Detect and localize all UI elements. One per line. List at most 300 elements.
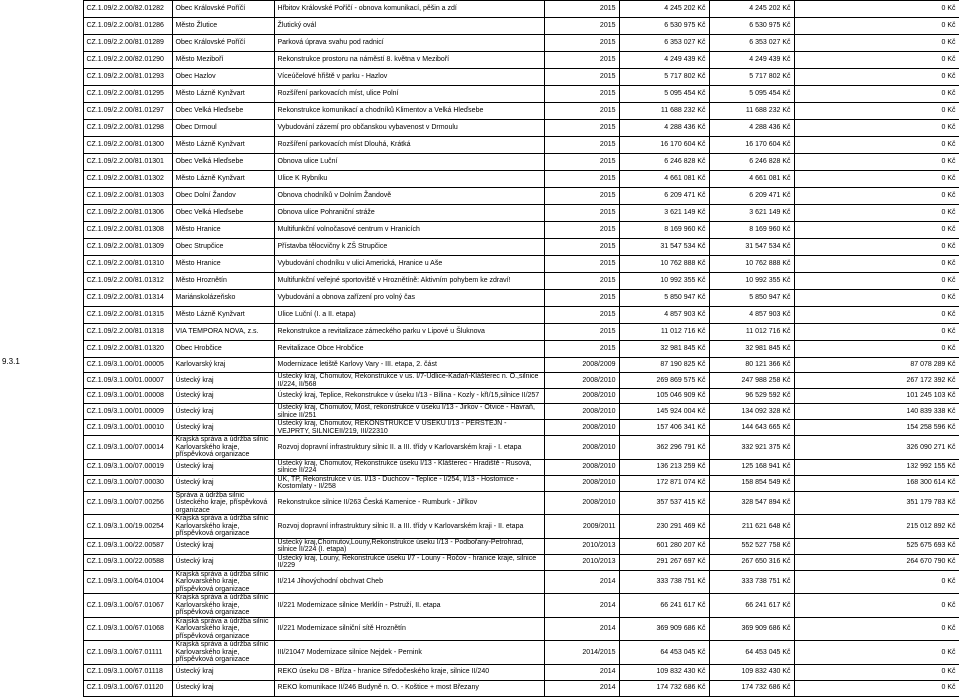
- registration-number: CZ.1.09/2.2.00/81.01320: [83, 341, 172, 358]
- table-row: [0, 554, 959, 570]
- table-row: [0, 641, 959, 665]
- eligible-cost: 32 981 845 Kč: [709, 341, 794, 358]
- eligible-cost: 6 530 975 Kč: [709, 18, 794, 35]
- registration-number: CZ.1.09/2.2.00/81.01289: [83, 35, 172, 52]
- paid-amount: 351 179 783 Kč: [794, 491, 959, 515]
- applicant: Ústecký kraj: [172, 475, 274, 491]
- eligible-cost: 80 121 366 Kč: [709, 358, 794, 373]
- paid-amount: 0 Kč: [794, 664, 959, 680]
- applicant: Obec Hrobčice: [172, 341, 274, 358]
- project-name: Rozšíření parkovacích míst, ulice Polní: [274, 86, 544, 103]
- project-name: Rozvoj dopravní infrastruktury silnic II. a III. třídy v Karlovarském kraji - I. etapa: [274, 436, 544, 460]
- year: 2015: [544, 1, 619, 18]
- project-name: Ústecký kraj, Chomutov, Rekonstrukce v us. I/7-Údlice-Kadaň-Klášterec n. O.,silnice II/224, II/568: [274, 373, 544, 389]
- paid-amount: 267 172 392 Kč: [794, 373, 959, 389]
- registration-number: CZ.1.09/2.2.00/82.01290: [83, 52, 172, 69]
- eligible-cost: 6 246 828 Kč: [709, 154, 794, 171]
- total-cost: 6 530 975 Kč: [619, 18, 709, 35]
- table-row: [0, 120, 959, 137]
- paid-amount: 0 Kč: [794, 324, 959, 341]
- total-cost: 87 190 825 Kč: [619, 358, 709, 373]
- year: 2015: [544, 69, 619, 86]
- year: 2015: [544, 324, 619, 341]
- eligible-cost: 211 621 648 Kč: [709, 515, 794, 539]
- project-name: Ulice Luční (I. a II. etapa): [274, 307, 544, 324]
- year: 2014/2015: [544, 641, 619, 665]
- total-cost: 357 537 415 Kč: [619, 491, 709, 515]
- table-row: [0, 35, 959, 52]
- project-name: Žlutický ovál: [274, 18, 544, 35]
- applicant: Obec Královské Poříčí: [172, 35, 274, 52]
- eligible-cost: 11 688 232 Kč: [709, 103, 794, 120]
- eligible-cost: 16 170 604 Kč: [709, 137, 794, 154]
- total-cost: 4 245 202 Kč: [619, 1, 709, 18]
- registration-number: CZ.1.09/3.1.00/07.00014: [83, 436, 172, 460]
- eligible-cost: 144 643 665 Kč: [709, 420, 794, 436]
- eligible-cost: 96 529 592 Kč: [709, 389, 794, 404]
- applicant: Ústecký kraj: [172, 420, 274, 436]
- eligible-cost: 4 857 903 Kč: [709, 307, 794, 324]
- year: 2015: [544, 86, 619, 103]
- applicant: Krajská správa a údržba silnic Karlovarského kraje, příspěvková organizace: [172, 641, 274, 665]
- table-row: [0, 538, 959, 554]
- paid-amount: 132 992 155 Kč: [794, 459, 959, 475]
- paid-amount: 0 Kč: [794, 120, 959, 137]
- project-name: II/221 Modernizace silniční sítě Hroznětín: [274, 617, 544, 641]
- project-name: Ústecký kraj, Teplice, Rekonstrukce v úseku I/13 - Bílina - Kozly - křI/15,silnice II/257: [274, 389, 544, 404]
- registration-number: CZ.1.09/2.2.00/82.01282: [83, 1, 172, 18]
- table-row: [0, 459, 959, 475]
- project-name: Rekonstrukce silnice II/263 Česká Kamenice - Rumburk - Jiříkov: [274, 491, 544, 515]
- year: 2010/2013: [544, 538, 619, 554]
- paid-amount: 0 Kč: [794, 594, 959, 618]
- total-cost: 269 869 575 Kč: [619, 373, 709, 389]
- applicant: Obec Velká Hleďsebe: [172, 103, 274, 120]
- table-row: [0, 404, 959, 420]
- project-name: Ústecký kraj, Chomutov, Rekonstrukce úseku I/13 - Klášterec - Hradiště - Rusová, silnice II/224: [274, 459, 544, 475]
- year: 2014: [544, 594, 619, 618]
- table-row: [0, 222, 959, 239]
- year: 2008/2010: [544, 389, 619, 404]
- year: 2008/2010: [544, 459, 619, 475]
- total-cost: 136 213 259 Kč: [619, 459, 709, 475]
- eligible-cost: 64 453 045 Kč: [709, 641, 794, 665]
- registration-number: CZ.1.09/3.1.00/67.01111: [83, 641, 172, 665]
- paid-amount: 525 675 693 Kč: [794, 538, 959, 554]
- total-cost: 105 046 909 Kč: [619, 389, 709, 404]
- applicant: Krajská správa a údržba silnic Karlovarského kraje, příspěvková organizace: [172, 515, 274, 539]
- applicant: Ústecký kraj: [172, 538, 274, 554]
- total-cost: 157 406 341 Kč: [619, 420, 709, 436]
- registration-number: CZ.1.09/2.2.00/81.01314: [83, 290, 172, 307]
- total-cost: 4 661 081 Kč: [619, 171, 709, 188]
- table-row: [0, 86, 959, 103]
- year: 2008/2010: [544, 373, 619, 389]
- year: 2015: [544, 273, 619, 290]
- applicant: Město Žlutice: [172, 18, 274, 35]
- project-name: Obnova ulice Luční: [274, 154, 544, 171]
- project-name: Parková úprava svahu pod radnicí: [274, 35, 544, 52]
- total-cost: 32 981 845 Kč: [619, 341, 709, 358]
- registration-number: CZ.1.09/2.2.00/81.01318: [83, 324, 172, 341]
- year: 2015: [544, 171, 619, 188]
- project-name: Ústecký kraj, Chomutov, REKONSTRUKCE V ÚSEKU I/13 - PERŠTEJN - VEJPRTY, SILNICEII/219, III/22310: [274, 420, 544, 436]
- applicant: Ústecký kraj: [172, 459, 274, 475]
- table-row: [0, 154, 959, 171]
- project-name: Rozšíření parkovacích míst Dlouhá, Krátká: [274, 137, 544, 154]
- applicant: Obec Velká Hleďsebe: [172, 154, 274, 171]
- registration-number: CZ.1.09/3.1.00/01.00008: [83, 389, 172, 404]
- paid-amount: 0 Kč: [794, 69, 959, 86]
- table-row: [0, 256, 959, 273]
- applicant: Správa a údržba silnic Ústeckého kraje, příspěvková organizace: [172, 491, 274, 515]
- paid-amount: 264 670 790 Kč: [794, 554, 959, 570]
- table-row: [0, 373, 959, 389]
- total-cost: 10 992 355 Kč: [619, 273, 709, 290]
- eligible-cost: 8 169 960 Kč: [709, 222, 794, 239]
- applicant: VIA TEMPORA NOVA, z.s.: [172, 324, 274, 341]
- applicant: Obec Královské Poříčí: [172, 1, 274, 18]
- year: 2015: [544, 137, 619, 154]
- eligible-cost: 125 168 941 Kč: [709, 459, 794, 475]
- paid-amount: 154 258 596 Kč: [794, 420, 959, 436]
- year: 2015: [544, 205, 619, 222]
- table-row: [0, 436, 959, 460]
- total-cost: 5 095 454 Kč: [619, 86, 709, 103]
- registration-number: CZ.1.09/3.1.00/19.00254: [83, 515, 172, 539]
- section-number: 9.3.1: [2, 357, 20, 366]
- applicant: Mariánskolázeňsko: [172, 290, 274, 307]
- applicant: Krajská správa a údržba silnic Karlovarského kraje, příspěvková organizace: [172, 570, 274, 594]
- applicant: Město Lázně Kynžvart: [172, 307, 274, 324]
- eligible-cost: 134 092 328 Kč: [709, 404, 794, 420]
- table-row: [0, 420, 959, 436]
- applicant: Město Meziboří: [172, 52, 274, 69]
- applicant: Ústecký kraj: [172, 554, 274, 570]
- paid-amount: 0 Kč: [794, 341, 959, 358]
- table-row: [0, 239, 959, 256]
- applicant: Město Hranice: [172, 256, 274, 273]
- applicant: Obec Strupčice: [172, 239, 274, 256]
- applicant: Krajská správa a údržba silnic Karlovarského kraje, příspěvková organizace: [172, 436, 274, 460]
- year: 2015: [544, 341, 619, 358]
- registration-number: CZ.1.09/3.1.00/01.00007: [83, 373, 172, 389]
- registration-number: CZ.1.09/2.2.00/81.01302: [83, 171, 172, 188]
- registration-number: CZ.1.09/2.2.00/81.01301: [83, 154, 172, 171]
- year: 2015: [544, 35, 619, 52]
- project-name: Vybudování a obnova zařízení pro volný čas: [274, 290, 544, 307]
- registration-number: CZ.1.09/2.2.00/81.01297: [83, 103, 172, 120]
- project-name: II/214 Jihovýchodní obchvat Cheb: [274, 570, 544, 594]
- applicant: Město Lázně Kynžvart: [172, 171, 274, 188]
- applicant: Město Lázně Kynžvart: [172, 137, 274, 154]
- project-name: Rozvoj dopravní infrastruktury silnic II. a III. třídy v Karlovarském kraji - II. etapa: [274, 515, 544, 539]
- applicant: Ústecký kraj: [172, 664, 274, 680]
- paid-amount: 101 245 103 Kč: [794, 389, 959, 404]
- registration-number: CZ.1.09/3.1.00/07.00256: [83, 491, 172, 515]
- paid-amount: 0 Kč: [794, 18, 959, 35]
- applicant: Karlovarský kraj: [172, 358, 274, 373]
- eligible-cost: 11 012 716 Kč: [709, 324, 794, 341]
- paid-amount: 0 Kč: [794, 154, 959, 171]
- project-name: Ústecký kraj, Louny, Rekonstrukce úseku I/7 - Louny - Ročov - hranice kraje, silnice II/229: [274, 554, 544, 570]
- registration-number: CZ.1.09/3.1.00/67.01120: [83, 680, 172, 696]
- registration-number: CZ.1.09/3.1.00/07.00019: [83, 459, 172, 475]
- applicant: Obec Velká Hleďsebe: [172, 205, 274, 222]
- project-name: Víceúčelové hřiště v parku - Hazlov: [274, 69, 544, 86]
- registration-number: CZ.1.09/2.2.00/81.01300: [83, 137, 172, 154]
- total-cost: 6 246 828 Kč: [619, 154, 709, 171]
- paid-amount: 0 Kč: [794, 137, 959, 154]
- project-name: Rekonstrukce komunikací a chodníků Klimentov a Velká Hleďsebe: [274, 103, 544, 120]
- paid-amount: 0 Kč: [794, 256, 959, 273]
- eligible-cost: 6 353 027 Kč: [709, 35, 794, 52]
- project-name: Revitalizace Obce Hrobčice: [274, 341, 544, 358]
- applicant: Ústecký kraj: [172, 373, 274, 389]
- total-cost: 11 012 716 Kč: [619, 324, 709, 341]
- total-cost: 172 871 074 Kč: [619, 475, 709, 491]
- total-cost: 4 249 439 Kč: [619, 52, 709, 69]
- total-cost: 174 732 686 Kč: [619, 680, 709, 696]
- registration-number: CZ.1.09/2.2.00/81.01286: [83, 18, 172, 35]
- paid-amount: 0 Kč: [794, 570, 959, 594]
- registration-number: CZ.1.09/2.2.00/81.01303: [83, 188, 172, 205]
- paid-amount: 0 Kč: [794, 1, 959, 18]
- total-cost: 10 762 888 Kč: [619, 256, 709, 273]
- total-cost: 11 688 232 Kč: [619, 103, 709, 120]
- eligible-cost: 552 527 758 Kč: [709, 538, 794, 554]
- table-row: [0, 617, 959, 641]
- year: 2015: [544, 222, 619, 239]
- table-row: [0, 69, 959, 86]
- registration-number: CZ.1.09/2.2.00/81.01306: [83, 205, 172, 222]
- total-cost: 8 169 960 Kč: [619, 222, 709, 239]
- year: 2008/2010: [544, 404, 619, 420]
- registration-number: CZ.1.09/2.2.00/81.01293: [83, 69, 172, 86]
- paid-amount: 0 Kč: [794, 103, 959, 120]
- paid-amount: 0 Kč: [794, 222, 959, 239]
- project-name: Obnova chodníků v Dolním Žandově: [274, 188, 544, 205]
- registration-number: CZ.1.09/3.1.00/01.00009: [83, 404, 172, 420]
- registration-number: CZ.1.09/3.1.00/01.00005: [83, 358, 172, 373]
- table-row: [0, 389, 959, 404]
- applicant: Obec Drmoul: [172, 120, 274, 137]
- table-row: [0, 52, 959, 69]
- total-cost: 109 832 430 Kč: [619, 664, 709, 680]
- table-row: [0, 171, 959, 188]
- year: 2014: [544, 680, 619, 696]
- registration-number: CZ.1.09/2.2.00/81.01295: [83, 86, 172, 103]
- paid-amount: 0 Kč: [794, 171, 959, 188]
- project-name: REKO komunikace II/246 Budyně n. O. - Koštice + most Březany: [274, 680, 544, 696]
- table-row: [0, 290, 959, 307]
- table-row: [0, 491, 959, 515]
- table-row: [0, 137, 959, 154]
- year: 2014: [544, 617, 619, 641]
- project-name: REKO úseku D8 - Bříza - hranice Středočeského kraje, silnice II/240: [274, 664, 544, 680]
- year: 2008/2010: [544, 491, 619, 515]
- eligible-cost: 4 245 202 Kč: [709, 1, 794, 18]
- year: 2010/2013: [544, 554, 619, 570]
- eligible-cost: 109 832 430 Kč: [709, 664, 794, 680]
- table-row: [0, 307, 959, 324]
- year: 2008/2009: [544, 358, 619, 373]
- project-name: Vybudování chodníku v ulici Americká, Hranice u Aše: [274, 256, 544, 273]
- year: 2008/2010: [544, 420, 619, 436]
- applicant: Město Hroznětín: [172, 273, 274, 290]
- eligible-cost: 5 850 947 Kč: [709, 290, 794, 307]
- paid-amount: 0 Kč: [794, 188, 959, 205]
- registration-number: CZ.1.09/3.1.00/22.00588: [83, 554, 172, 570]
- year: 2015: [544, 290, 619, 307]
- eligible-cost: 174 732 686 Kč: [709, 680, 794, 696]
- year: 2015: [544, 188, 619, 205]
- total-cost: 4 288 436 Kč: [619, 120, 709, 137]
- paid-amount: 0 Kč: [794, 680, 959, 696]
- paid-amount: 215 012 892 Kč: [794, 515, 959, 539]
- paid-amount: 0 Kč: [794, 205, 959, 222]
- project-name: ÚK, TP, Rekonstrukce v ús. I/13 - Duchcov - Teplice - I/254, I/13 - Hostomice - Kostomlaty - II/258: [274, 475, 544, 491]
- eligible-cost: 6 209 471 Kč: [709, 188, 794, 205]
- project-name: Obnova ulice Pohraniční stráže: [274, 205, 544, 222]
- table-row: [0, 570, 959, 594]
- paid-amount: 0 Kč: [794, 307, 959, 324]
- year: 2015: [544, 120, 619, 137]
- project-name: II/221 Modernizace silnice Merklín - Pstruží, II. etapa: [274, 594, 544, 618]
- year: 2014: [544, 664, 619, 680]
- project-name: Multifunkční veřejné sportoviště v Hroznětíně: Aktivním pohybem ke zdraví!: [274, 273, 544, 290]
- registration-number: CZ.1.09/2.2.00/81.01312: [83, 273, 172, 290]
- project-name: Ústecký kraj, Chomutov, Most, rekonstrukce v úseku I/13 - Jirkov - Otvice - Havraň, silnice II/251: [274, 404, 544, 420]
- paid-amount: 0 Kč: [794, 86, 959, 103]
- table-row: [0, 358, 959, 373]
- registration-number: CZ.1.09/3.1.00/01.00010: [83, 420, 172, 436]
- registration-number: CZ.1.09/3.1.00/64.01004: [83, 570, 172, 594]
- project-name: Multifunkční volnočasové centrum v Hranicích: [274, 222, 544, 239]
- project-name: Vybudování zázemí pro občanskou vybavenost v Drmoulu: [274, 120, 544, 137]
- applicant: Krajská správa a údržba silnic Karlovarského kraje, příspěvková organizace: [172, 617, 274, 641]
- total-cost: 5 717 802 Kč: [619, 69, 709, 86]
- project-name: Hřbitov Královské Poříčí - obnova komunikací, pěšin a zdí: [274, 1, 544, 18]
- eligible-cost: 10 992 355 Kč: [709, 273, 794, 290]
- section-spacer: [0, 1, 83, 358]
- project-name: Rekonstrukce prostoru na náměstí 8. května v Meziboří: [274, 52, 544, 69]
- registration-number: CZ.1.09/2.2.00/81.01309: [83, 239, 172, 256]
- total-cost: 6 353 027 Kč: [619, 35, 709, 52]
- applicant: Ústecký kraj: [172, 680, 274, 696]
- paid-amount: 87 078 289 Kč: [794, 358, 959, 373]
- total-cost: 362 296 791 Kč: [619, 436, 709, 460]
- eligible-cost: 333 738 751 Kč: [709, 570, 794, 594]
- eligible-cost: 4 249 439 Kč: [709, 52, 794, 69]
- eligible-cost: 332 921 375 Kč: [709, 436, 794, 460]
- project-name: Modernizace letiště Karlovy Vary - III. etapa, 2. část: [274, 358, 544, 373]
- eligible-cost: 158 854 549 Kč: [709, 475, 794, 491]
- paid-amount: 326 090 271 Kč: [794, 436, 959, 460]
- table-row: [0, 1, 959, 18]
- project-name: Přístavba tělocvičny k ZŠ Strupčice: [274, 239, 544, 256]
- year: 2015: [544, 52, 619, 69]
- eligible-cost: 5 095 454 Kč: [709, 86, 794, 103]
- registration-number: CZ.1.09/2.2.00/81.01315: [83, 307, 172, 324]
- applicant: Ústecký kraj: [172, 389, 274, 404]
- year: 2015: [544, 18, 619, 35]
- year: 2008/2010: [544, 436, 619, 460]
- total-cost: 333 738 751 Kč: [619, 570, 709, 594]
- total-cost: 6 209 471 Kč: [619, 188, 709, 205]
- total-cost: 4 857 903 Kč: [619, 307, 709, 324]
- paid-amount: 0 Kč: [794, 641, 959, 665]
- eligible-cost: 31 547 534 Kč: [709, 239, 794, 256]
- table-row: [0, 664, 959, 680]
- applicant: Město Hranice: [172, 222, 274, 239]
- registration-number: CZ.1.09/3.1.00/22.00587: [83, 538, 172, 554]
- table-row: [0, 594, 959, 618]
- paid-amount: 0 Kč: [794, 35, 959, 52]
- total-cost: 230 291 469 Kč: [619, 515, 709, 539]
- total-cost: 3 621 149 Kč: [619, 205, 709, 222]
- eligible-cost: 4 288 436 Kč: [709, 120, 794, 137]
- applicant: Město Lázně Kynžvart: [172, 86, 274, 103]
- total-cost: 66 241 617 Kč: [619, 594, 709, 618]
- eligible-cost: 267 650 316 Kč: [709, 554, 794, 570]
- year: 2015: [544, 239, 619, 256]
- eligible-cost: 10 762 888 Kč: [709, 256, 794, 273]
- paid-amount: 140 839 338 Kč: [794, 404, 959, 420]
- table-row: [0, 341, 959, 358]
- year: 2014: [544, 570, 619, 594]
- applicant: Krajská správa a údržba silnic Karlovarského kraje, příspěvková organizace: [172, 594, 274, 618]
- applicant: Ústecký kraj: [172, 404, 274, 420]
- eligible-cost: 328 547 894 Kč: [709, 491, 794, 515]
- applicant: Obec Dolní Žandov: [172, 188, 274, 205]
- paid-amount: 0 Kč: [794, 239, 959, 256]
- registration-number: CZ.1.09/3.1.00/67.01067: [83, 594, 172, 618]
- applicant: Obec Hazlov: [172, 69, 274, 86]
- table-row: [0, 273, 959, 290]
- year: 2009/2011: [544, 515, 619, 539]
- registration-number: CZ.1.09/2.2.00/81.01298: [83, 120, 172, 137]
- project-name: Ulice K Rybníku: [274, 171, 544, 188]
- total-cost: 291 267 697 Kč: [619, 554, 709, 570]
- year: 2008/2010: [544, 475, 619, 491]
- table-row: [0, 324, 959, 341]
- year: 2015: [544, 154, 619, 171]
- registration-number: CZ.1.09/3.1.00/07.00030: [83, 475, 172, 491]
- registration-number: CZ.1.09/2.2.00/81.01308: [83, 222, 172, 239]
- table-row: [0, 680, 959, 696]
- eligible-cost: 5 717 802 Kč: [709, 69, 794, 86]
- registration-number: CZ.1.09/3.1.00/67.01118: [83, 664, 172, 680]
- total-cost: 64 453 045 Kč: [619, 641, 709, 665]
- paid-amount: 0 Kč: [794, 617, 959, 641]
- eligible-cost: 369 909 686 Kč: [709, 617, 794, 641]
- paid-amount: 0 Kč: [794, 290, 959, 307]
- year: 2015: [544, 256, 619, 273]
- registration-number: CZ.1.09/2.2.00/81.01310: [83, 256, 172, 273]
- total-cost: 16 170 604 Kč: [619, 137, 709, 154]
- table-row: [0, 18, 959, 35]
- eligible-cost: 66 241 617 Kč: [709, 594, 794, 618]
- table-row: [0, 515, 959, 539]
- total-cost: 601 280 207 Kč: [619, 538, 709, 554]
- table-row: [0, 475, 959, 491]
- eligible-cost: 3 621 149 Kč: [709, 205, 794, 222]
- total-cost: 5 850 947 Kč: [619, 290, 709, 307]
- eligible-cost: 4 661 081 Kč: [709, 171, 794, 188]
- registration-number: CZ.1.09/3.1.00/67.01068: [83, 617, 172, 641]
- table-row: [0, 103, 959, 120]
